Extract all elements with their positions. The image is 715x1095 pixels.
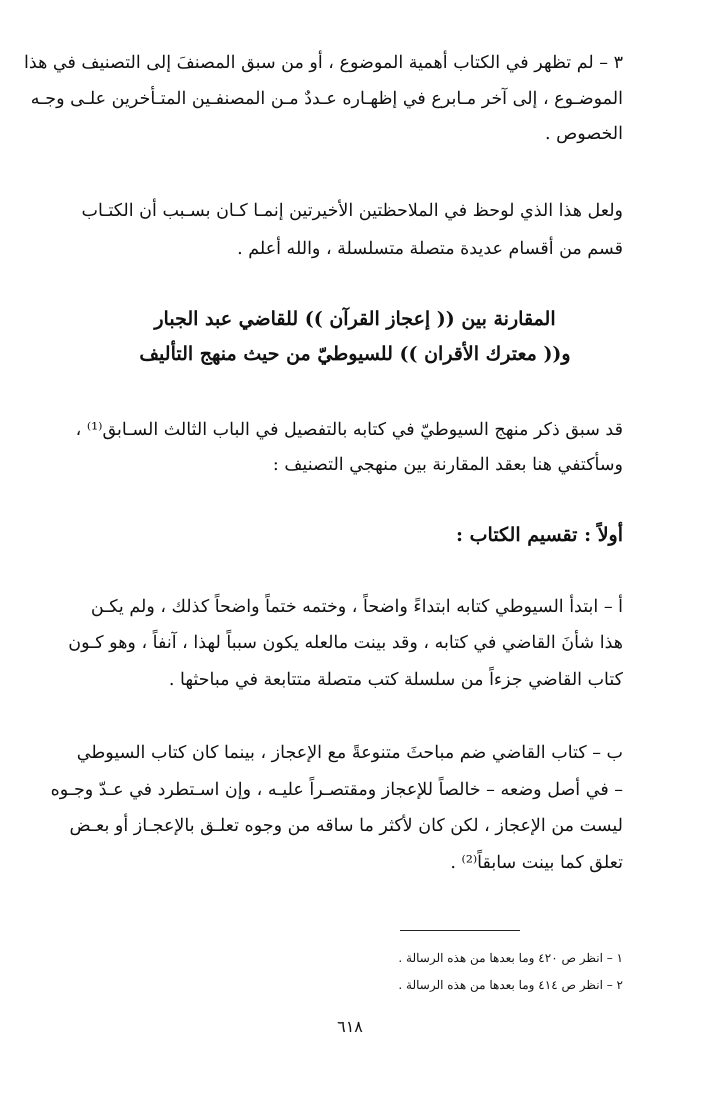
body-line: ٣ – لم تظهر في الكتاب أهمية الموضوع ، أو من سبق المصنفَ إلى التصنيف في هذا — [24, 53, 623, 73]
footnote-2: ٢ – انظر ص ٤١٤ وما بعدها من هذه الرسالة . — [398, 978, 623, 992]
section-title: أولاً : تقسيم الكتاب : — [456, 524, 623, 546]
para-a-line: هذا شأنَ القاضي في كتابه ، وقد بينت مالعله يكون سبباً لهذا ، آنفاً ، وهو كـون — [68, 633, 623, 653]
para-b-line: – في أصل وضعه – خالصاً للإعجاز ومقتصـراً عليـه ، وإن اسـتطرد في عـدّ وجـوه — [50, 780, 623, 800]
para-b-line: تعلق كما بينت سابقاً⁽²⁾ . — [450, 853, 623, 873]
para-b-line: ليست من الإعجاز ، لكن كان لأكثر ما ساقه من وجوه تعلـق بالإعجـاز أو بعـض — [69, 816, 623, 836]
body-line: ولعل هذا الذي لوحظ في الملاحظتين الأخيرتين إنمـا كـان بسـبب أن الكتـاب — [81, 201, 623, 221]
para-a-line: أ – ابتدأ السيوطي كتابه ابتداءً واضحاً ، وختمه ختماً واضحاً كذلك ، ولم يكـن — [90, 597, 623, 617]
intro-line: وسأكتفي هنا بعقد المقارنة بين منهجي التصنيف : — [272, 455, 623, 475]
comparison-heading-line-1: المقارنة بين (( إعجاز القرآن )) للقاضي عبد الجبار — [154, 308, 556, 330]
para-a-line: كتاب القاضي جزءاً من سلسلة كتب متصلة متتابعة في مباحثها . — [168, 670, 623, 690]
page-number: ٦١٨ — [337, 1017, 363, 1036]
para-b-line: ب – كتاب القاضي ضم مباحثَ متنوعةً مع الإعجاز ، بينما كان كتاب السيوطي — [76, 743, 623, 763]
body-line: قسم من أقسام عديدة متصلة متسلسلة ، والله أعلم . — [237, 239, 623, 259]
comparison-heading-line-2: و(( معترك الأقران )) للسيوطيّ من حيث منهج التأليف — [139, 343, 571, 365]
footnote-1: ١ – انظر ص ٤٢٠ وما بعدها من هذه الرسالة . — [398, 951, 623, 965]
body-line: الموضـوع ، إلى آخر مـابرع في إظهـاره عـددٌ مـن المصنفـين المتـأخرين علـى وجـه — [30, 89, 623, 109]
body-line: الخصوص . — [545, 124, 623, 144]
intro-line: قد سبق ذكر منهج السيوطيّ في كتابه بالتفصيل في الباب الثالث السـابق⁽¹⁾ ، — [75, 420, 623, 440]
footnote-separator — [400, 930, 520, 931]
